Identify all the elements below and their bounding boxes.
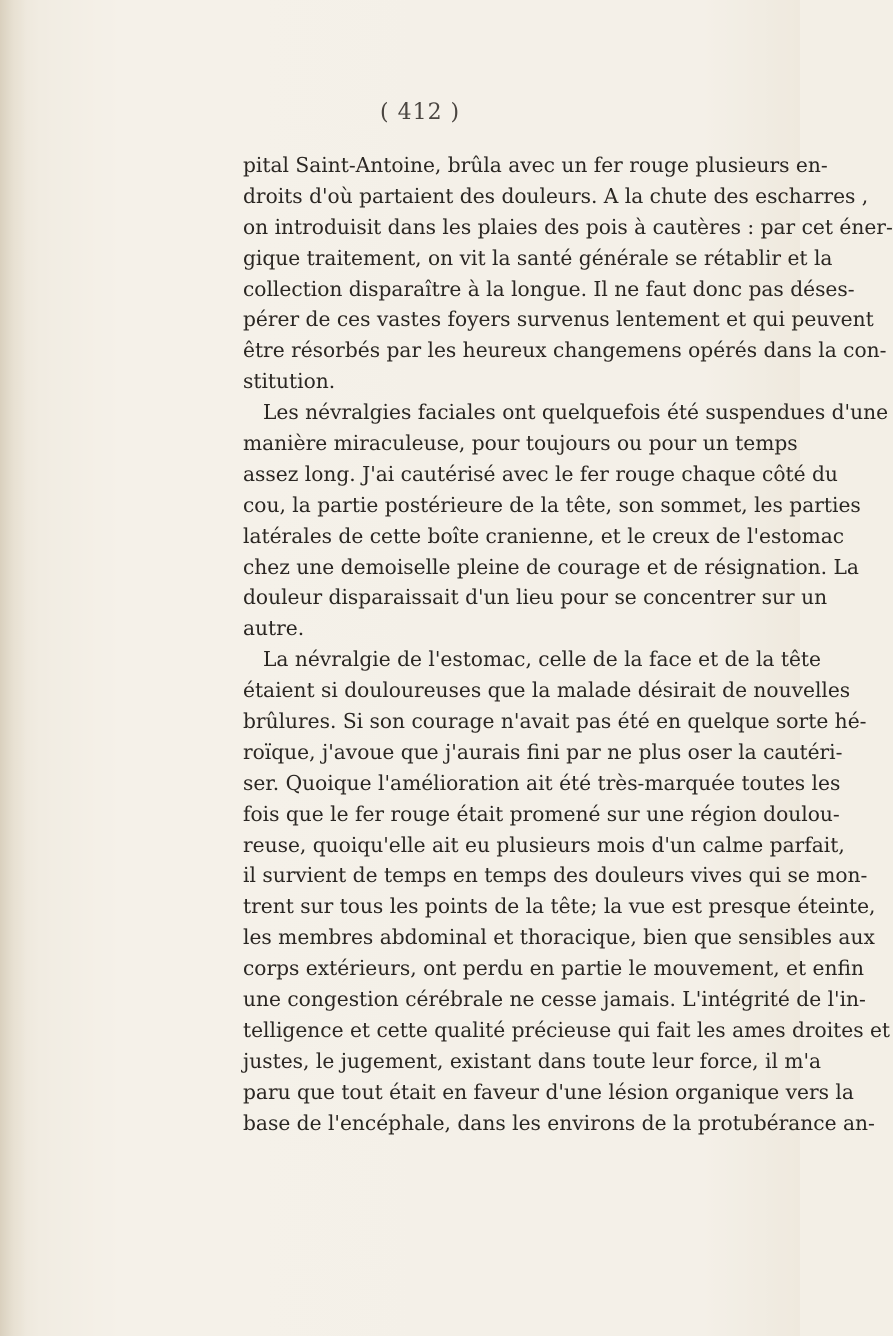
text-line: cou, la partie postérieure de la tête, son sommet, les parties [243,492,861,517]
text-line: base de l'encéphale, dans les environs de la protubérance an- [243,1110,875,1135]
text-line: latérales de cette boîte cranienne, et le creux de l'estomac [243,523,845,548]
text-line: être résorbés par les heureux changemens opérés dans la con- [243,338,887,363]
text-line: pérer de ces vastes foyers survenus lentement et qui peuvent [243,307,874,332]
text-line: on introduisit dans les plaies des pois à cautères : par cet éner- [243,214,893,239]
page-binding-shadow [0,0,26,1336]
text-line: étaient si douloureuses que la malade désirait de nouvelles [243,678,851,703]
text-line: telligence et cette qualité précieuse qui fait les ames droites et [243,1017,891,1042]
text-line: La névralgie de l'estomac, celle de la face et de la tête [263,647,821,672]
text-line: les membres abdominal et thoracique, bien que sensibles aux [243,925,875,950]
text-line: collection disparaître à la longue. Il ne faut donc pas déses- [243,276,855,301]
text-line: fois que le fer rouge était promené sur une région doulou- [243,801,840,826]
text-line: corps extérieurs, ont perdu en partie le mouvement, et enfin [243,956,864,981]
text-line: reuse, quoiqu'elle ait eu plusieurs mois d'un calme parfait, [243,832,845,857]
text-line: roïque, j'avoue que j'aurais fini par ne plus oser la cautéri- [243,739,843,764]
text-line: chez une demoiselle pleine de courage et de résignation. La [243,554,859,579]
text-line: ser. Quoique l'amélioration ait été très-marquée toutes les [243,770,841,795]
text-line: gique traitement, on vit la santé générale se rétablir et la [243,245,833,270]
page-number: ( 412 ) [380,100,461,125]
text-line: droits d'où partaient des douleurs. A la chute des escharres , [243,183,869,208]
text-line: brûlures. Si son courage n'avait pas été en quelque sorte hé- [243,709,867,734]
text-line: manière miraculeuse, pour toujours ou pour un temps [243,431,798,456]
text-line: justes, le jugement, existant dans toute leur force, il m'a [243,1048,822,1073]
text-line: douleur disparaissait d'un lieu pour se concentrer sur un [243,585,828,610]
text-line: Les névralgies faciales ont quelquefois été suspendues d'une [263,400,889,425]
body-text [243,150,893,1139]
text-line: stitution. [243,369,336,394]
text-line: pital Saint-Antoine, brûla avec un fer rouge plusieurs en- [243,153,828,177]
text-line: autre. [243,616,305,641]
text-line: il survient de temps en temps des douleurs vives qui se mon- [243,863,868,888]
text-line: paru que tout était en faveur d'une lésion organique vers la [243,1079,854,1104]
text-line: une congestion cérébrale ne cesse jamais. L'intégrité de l'in- [243,987,866,1012]
text-line: trent sur tous les points de la tête; la vue est presque éteinte, [243,894,876,919]
text-line: assez long. J'ai cautérisé avec le fer rouge chaque côté du [243,461,838,486]
